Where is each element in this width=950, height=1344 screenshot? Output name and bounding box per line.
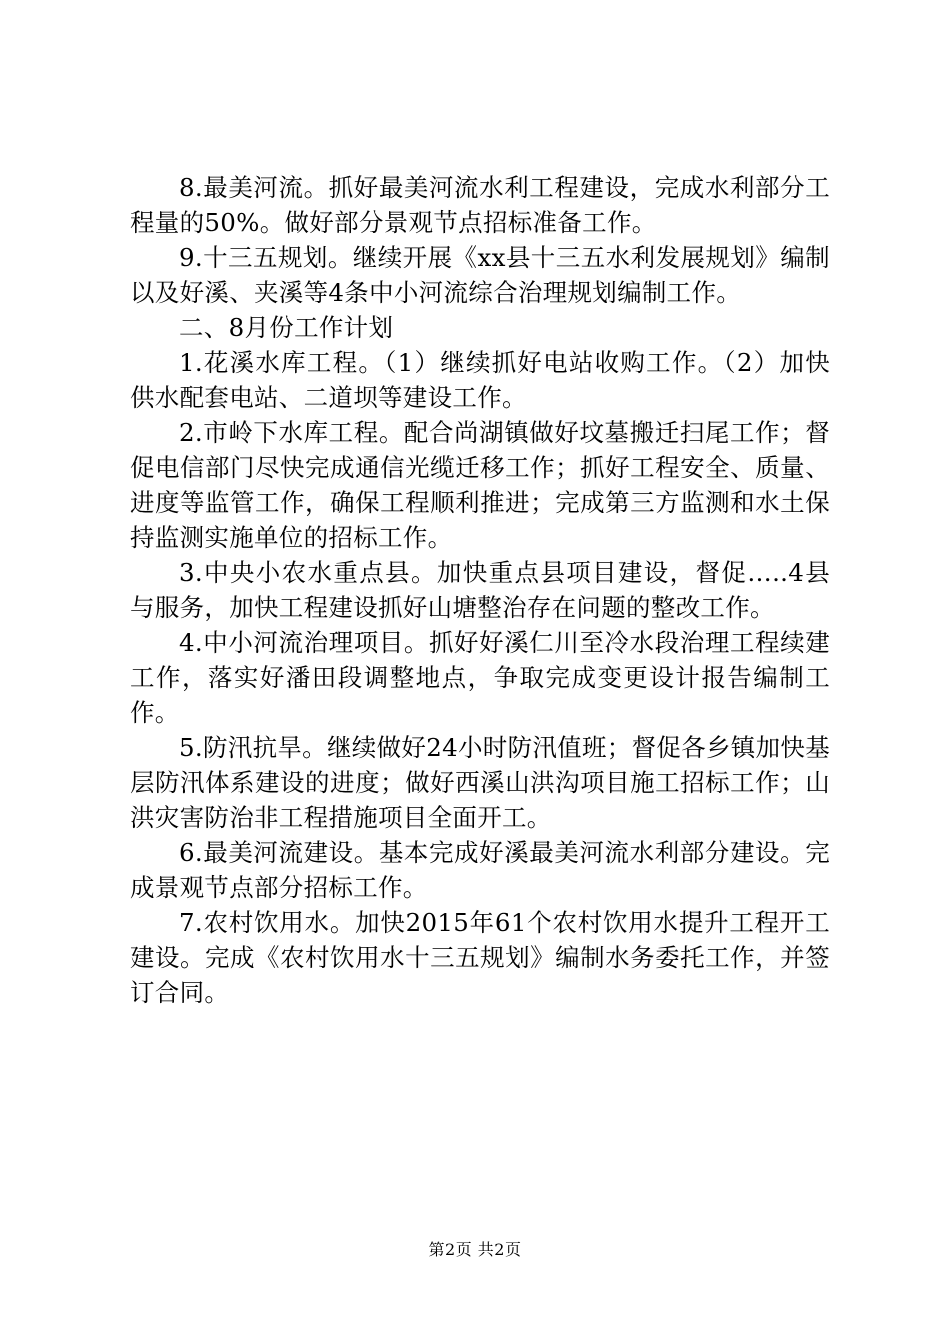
section-heading-august-plan: 二、8月份工作计划	[179, 313, 394, 342]
paragraph-item-5-flood-drought: 5.防汛抗旱。继续做好24小时防汛值班；督促各乡镇加快基层防汛体系建设的进度；做好西溪山洪沟项目施工招标工作；山洪灾害防治非工程措施项目全面开工。	[130, 733, 830, 832]
paragraph-item-2-shilingxia-reservoir: 2.市岭下水库工程。配合尚湖镇做好坟墓搬迁扫尾工作；督促电信部门尽快完成通信光缆迁移工作；抓好工程安全、质量、进度等监管工作，确保工程顺利推进；完成第三方监测和水土保持监测实施单位的招标工作。	[130, 418, 830, 552]
document-body	[130, 170, 830, 1010]
paragraph-item-6-beautiful-river-construction: 6.最美河流建设。基本完成好溪最美河流水利部分建设。完成景观节点部分招标工作。	[130, 838, 830, 902]
paragraph-item-8-beautiful-river: 8.最美河流。抓好最美河流水利工程建设，完成水利部分工程量的50%。做好部分景观节点招标准备工作。	[130, 173, 830, 237]
paragraph-item-9-five-year-plan: 9.十三五规划。继续开展《xx县十三五水利发展规划》编制以及好溪、夹溪等4条中小河流综合治理规划编制工作。	[130, 243, 830, 307]
paragraph-item-1-huaxi-reservoir: 1.花溪水库工程。（1）继续抓好电站收购工作。（2）加快供水配套电站、二道坝等建设工作。	[130, 348, 830, 412]
page-footer: 第2页 共2页	[428, 1240, 522, 1259]
paragraph-item-4-river-governance: 4.中小河流治理项目。抓好好溪仁川至冷水段治理工程续建工作，落实好潘田段调整地点，争取完成变更设计报告编制工作。	[130, 628, 830, 727]
paragraph-item-7-rural-drinking-water: 7.农村饮用水。加快2015年61个农村饮用水提升工程开工建设。完成《农村饮用水十三五规划》编制水务委托工作，并签订合同。	[130, 908, 830, 1007]
paragraph-item-3-small-water-county: 3.中央小农水重点县。加快重点县项目建设，督促…..4县与服务，加快工程建设抓好山塘整治存在问题的整改工作。	[130, 558, 830, 622]
